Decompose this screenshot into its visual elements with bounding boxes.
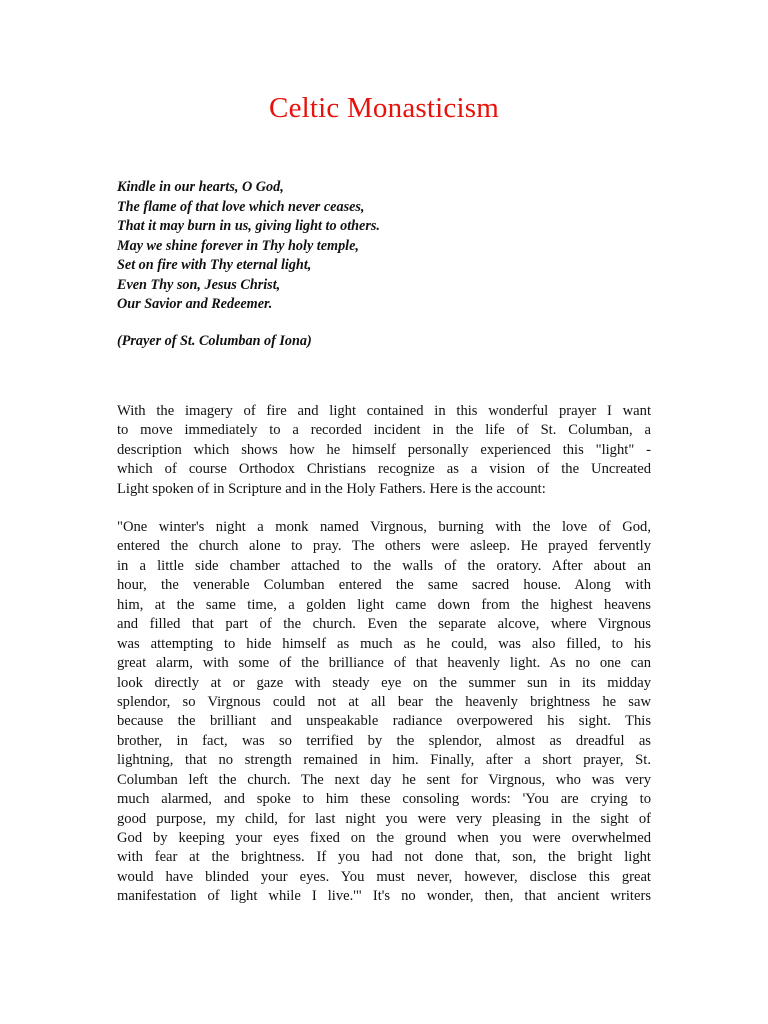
paragraph-line: splendor, so Virgnous could not at all bear the heavenly brightness he saw bbox=[117, 693, 651, 710]
paragraph-line: hour, the venerable Columban entered the same sacred house. Along with bbox=[117, 577, 651, 594]
intro-paragraph bbox=[117, 402, 651, 499]
poem-line: May we shine forever in Thy holy temple, bbox=[117, 237, 359, 254]
poem-line: Set on fire with Thy eternal light, bbox=[117, 257, 312, 273]
paragraph-line: because the brilliant and unspeakable radiance overpowered his sight. This bbox=[117, 713, 651, 730]
paragraph-line: "One winter's night a monk named Virgnous, burning with the love of God, bbox=[117, 519, 651, 535]
paragraph-line: look directly at or gaze with steady eye on the summer sun in its midday bbox=[117, 674, 651, 691]
paragraph-line: Light spoken of in Scripture and in the Holy Fathers. Here is the account: bbox=[117, 480, 546, 497]
paragraph-line: With the imagery of fire and light contained in this wonderful prayer I want bbox=[117, 403, 651, 419]
paragraph-line: in a little side chamber attached to the walls of the oratory. After about an bbox=[117, 557, 651, 574]
paragraph-line: to move immediately to a recorded incident in the life of St. Columban, a bbox=[117, 422, 651, 439]
prayer-poem bbox=[117, 178, 657, 315]
prayer-attribution: (Prayer of St. Columban of Iona) bbox=[117, 333, 312, 349]
paragraph-line: would have blinded your eyes. You must never, however, disclose this great bbox=[117, 868, 651, 885]
poem-line: Kindle in our hearts, O God, bbox=[117, 179, 284, 195]
paragraph-line: him, at the same time, a golden light came down from the highest heavens bbox=[117, 596, 651, 613]
paragraph-line: with fear at the brightness. If you had not done that, son, the bright light bbox=[117, 849, 651, 866]
paragraph-line: was attempting to hide himself as much as he could, was also filled, to his bbox=[117, 635, 651, 652]
paragraph-line: entered the church alone to pray. The others were asleep. He prayed fervently bbox=[117, 538, 651, 555]
account-paragraph bbox=[117, 518, 651, 907]
paragraph-line: brother, in fact, was so terrified by the splendor, almost as dreadful as bbox=[117, 732, 651, 749]
poem-line: Even Thy son, Jesus Christ, bbox=[117, 276, 281, 293]
poem-line: Our Savior and Redeemer. bbox=[117, 296, 273, 312]
paragraph-line: which of course Orthodox Christians recognize as a vision of the Uncreated bbox=[117, 461, 651, 478]
paragraph-line: Columban left the church. The next day he sent for Virgnous, who was very bbox=[117, 771, 651, 788]
poem-line: That it may burn in us, giving light to others. bbox=[117, 218, 380, 234]
paragraph-line: good purpose, my child, for last night you were very pleasing in the sight of bbox=[117, 810, 651, 827]
paragraph-line: lightning, that no strength remained in him. Finally, after a short prayer, St. bbox=[117, 752, 651, 769]
paragraph-line: description which shows how he himself personally experienced this "light" - bbox=[117, 441, 651, 458]
poem-line: The flame of that love which never ceases, bbox=[117, 198, 365, 215]
paragraph-line: much alarmed, and spoke to him these consoling words: 'You are crying to bbox=[117, 791, 651, 808]
paragraph-line: manifestation of light while I live.'" It's no wonder, then, that ancient writers bbox=[117, 888, 651, 905]
paragraph-line: and filled that part of the church. Even the separate alcove, where Virgnous bbox=[117, 616, 651, 633]
paragraph-line: God by keeping your eyes fixed on the ground when you were overwhelmed bbox=[117, 830, 651, 846]
paragraph-line: great alarm, with some of the brilliance of that heavenly light. As no one can bbox=[117, 655, 651, 672]
document-title: Celtic Monasticism bbox=[269, 92, 499, 124]
